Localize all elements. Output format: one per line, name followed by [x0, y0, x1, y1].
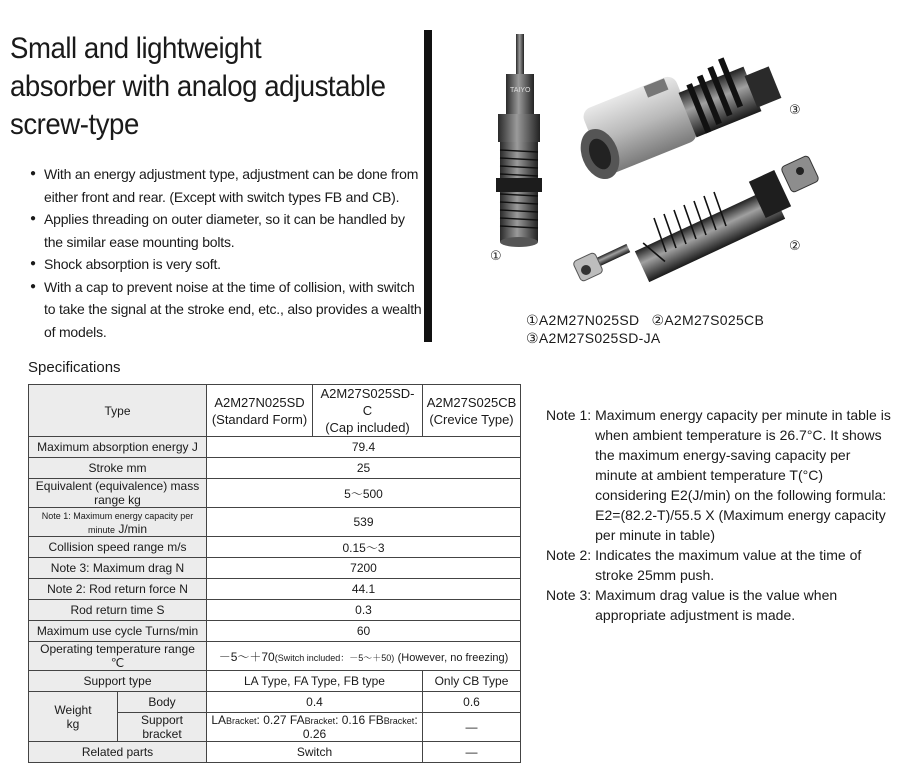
- row-value: 25: [207, 458, 521, 479]
- table-row: [29, 508, 521, 537]
- model-header: A2M27N025SD (Standard Form): [207, 385, 313, 437]
- row-value: Switch: [207, 742, 423, 763]
- model-header: A2M27S025SD-C (Cap included): [313, 385, 423, 437]
- table-row: [29, 671, 521, 692]
- row-label: Note 1: Maximum energy capacity per minute J/min: [29, 508, 207, 537]
- spec-heading: Specifications: [28, 359, 121, 376]
- row-value: —: [423, 713, 521, 742]
- row-label: Support bracket: [118, 713, 207, 742]
- row-value: 79.4: [207, 437, 521, 458]
- table-row: [29, 558, 521, 579]
- table-row: [29, 579, 521, 600]
- notes-block: [546, 405, 891, 625]
- marker-label: ③: [789, 103, 801, 118]
- weight-label: Weight kg: [29, 692, 118, 742]
- table-row: [29, 742, 521, 763]
- marker-label: ①: [490, 249, 502, 264]
- note-item: Note 1: Maximum energy capacity per minute in table is when ambient temperature is 26.7°C. It shows the maximum energy-saving capacity per minute at ambient temperature T(°C) considering E2(J/min) on the following formula: E2=(82.2-T)/55.5 X (Maximum energy capacity per minute in table): [546, 407, 891, 543]
- row-value: 0.4: [207, 692, 423, 713]
- row-value: 5～500: [207, 479, 521, 508]
- row-value: LABracket: 0.27 FABracket: 0.16 FBBracket: 0.26: [207, 713, 423, 742]
- row-label: Operating temperature range ℃: [29, 642, 207, 671]
- feature-item: ● Applies threading on outer diameter, so it can be handled by the similar ease mounting bolts.: [30, 208, 425, 253]
- table-row: [29, 621, 521, 642]
- feature-list: [30, 163, 425, 343]
- title-line: Small and lightweight: [10, 32, 262, 65]
- row-value: 44.1: [207, 579, 521, 600]
- row-label: Body: [118, 692, 207, 713]
- table-row: [29, 600, 521, 621]
- absorber-standard-image: [496, 34, 542, 247]
- caption-model: ③A2M27S025SD-JA: [526, 330, 661, 346]
- product-photo: [440, 30, 895, 320]
- absorber-cap-image: [574, 57, 782, 184]
- table-row: [29, 458, 521, 479]
- row-label: Maximum use cycle Turns/min: [29, 621, 207, 642]
- type-header: Type: [29, 385, 207, 437]
- row-value: －5～＋70(Switch included：－5～＋50) (However, no freezing): [207, 642, 521, 671]
- photo-captions: [526, 311, 776, 347]
- marker-label: ②: [789, 239, 801, 254]
- feature-item: ● With an energy adjustment type, adjustment can be done from either front and rear. (Except with switch types FB and CB).: [30, 163, 425, 208]
- spec-table: [28, 384, 521, 763]
- title-line: screw-type: [10, 108, 139, 141]
- row-value: —: [423, 742, 521, 763]
- row-value: 60: [207, 621, 521, 642]
- table-row: [29, 537, 521, 558]
- page-title: [10, 30, 387, 144]
- title-line: absorber with analog adjustable: [10, 70, 386, 103]
- table-row: [29, 692, 521, 713]
- row-label: Note 2: Rod return force N: [29, 579, 207, 600]
- table-row: [29, 385, 521, 437]
- row-label: Note 3: Maximum drag N: [29, 558, 207, 579]
- row-value: 0.15～3: [207, 537, 521, 558]
- row-label: Equivalent (equivalence) mass range kg: [29, 479, 207, 508]
- row-value: LA Type, FA Type, FB type: [207, 671, 423, 692]
- model-header: A2M27S025CB (Crevice Type): [423, 385, 521, 437]
- table-row: [29, 479, 521, 508]
- row-value: 0.3: [207, 600, 521, 621]
- row-label: Maximum absorption energy J: [29, 437, 207, 458]
- row-label: Stroke mm: [29, 458, 207, 479]
- caption-model: ①A2M27N025SD: [526, 312, 640, 328]
- feature-item: ● Shock absorption is very soft.: [30, 253, 425, 276]
- svg-text:TAIYO: TAIYO: [510, 87, 531, 94]
- note-item: Note 3: Maximum drag value is the value when appropriate adjustment is made.: [546, 587, 838, 623]
- row-value: 0.6: [423, 692, 521, 713]
- row-label: Rod return time S: [29, 600, 207, 621]
- table-row: [29, 642, 521, 671]
- row-value: Only CB Type: [423, 671, 521, 692]
- note-item: Note 2: Indicates the maximum value at the time of stroke 25mm push.: [546, 547, 862, 583]
- vertical-divider: [424, 30, 432, 342]
- row-label: Related parts: [29, 742, 207, 763]
- caption-model: ②A2M27S025CB: [651, 312, 765, 328]
- row-label: Collision speed range m/s: [29, 537, 207, 558]
- feature-item: ● With a cap to prevent noise at the time of collision, with switch to take the signal at the stroke end, etc., also provides a wealth of models.: [30, 276, 425, 344]
- row-value: 7200: [207, 558, 521, 579]
- table-row: [29, 437, 521, 458]
- row-value: 539: [207, 508, 521, 537]
- row-label: Support type: [29, 671, 207, 692]
